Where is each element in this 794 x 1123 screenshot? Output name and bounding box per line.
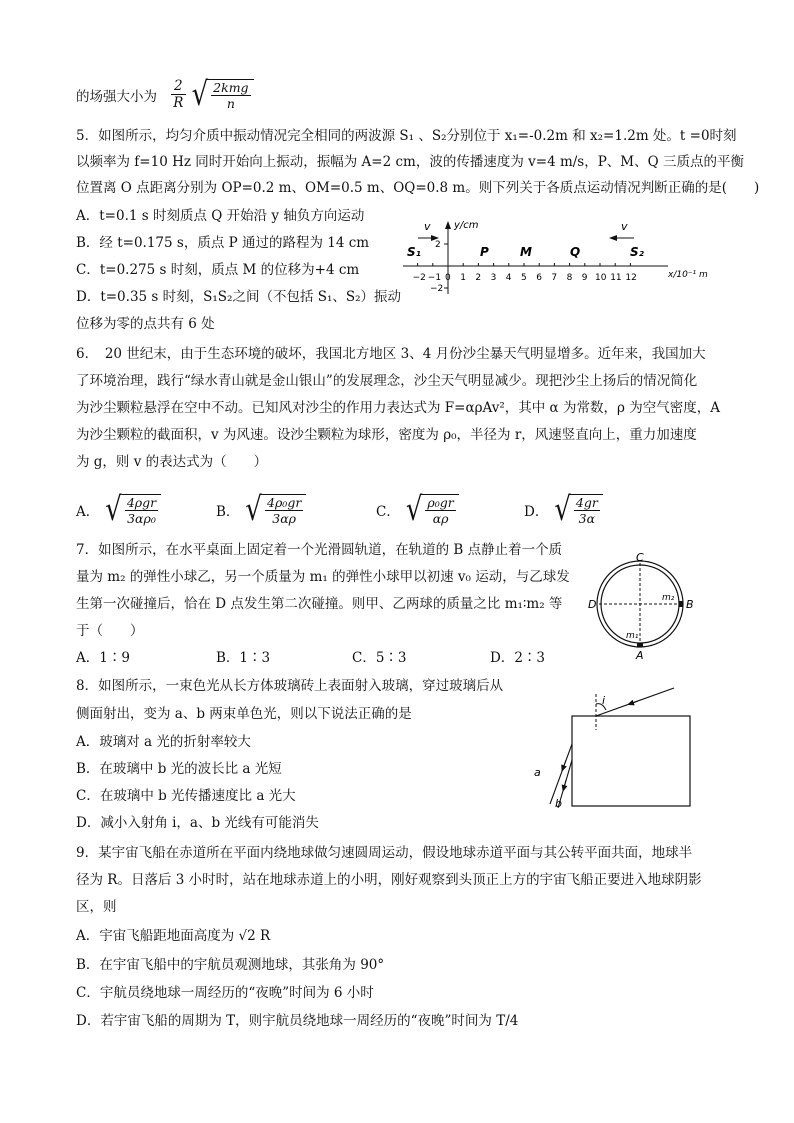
y-min: −2 (430, 284, 444, 294)
s1-label: S₁ (407, 245, 421, 259)
q8-option-c: C．在玻璃中 b 光传播速度比 a 光大 (76, 788, 296, 804)
q8-glass-figure (528, 684, 708, 810)
x-tick-label: 8 (566, 273, 573, 283)
angle-i: i (602, 694, 606, 707)
q6-option-c: C． √ $\frac{\text{ρ₀gr}}{\alpha\rho}$ (376, 490, 459, 530)
x-tick-label: 0 (445, 273, 451, 283)
q5-line-2: 以频率为 f=10 Hz 同时开始向上振动，振幅为 A=2 cm，波的传播速度为 v=4 m/s，P、M、Q 三质点的平衡 (76, 154, 744, 170)
ray-a-label: a (534, 766, 541, 779)
x-tick-label: 6 (536, 273, 542, 283)
point-c: C (636, 552, 644, 564)
q6-line-3: 为沙尘颗粒悬浮在空中不动。已知风对沙尘的作用力表达式为 F=αρAv²，其中 α 为常数，ρ 为空气密度，A (76, 400, 720, 416)
q5-option-a: A．t=0.1 s 时刻质点 Q 开始沿 y 轴负方向运动 (76, 208, 365, 224)
v-left-label: v (424, 220, 431, 233)
q5-wave-figure (398, 212, 718, 302)
q9-line-1: 9．某宇宙飞船在赤道所在平面内绕地球做匀速圆周运动，假设地球赤道平面与其公转平面共面，地球半 (76, 845, 693, 861)
q6-line-1: 6． 20 世纪末，由于生态环境的破坏，我国北方地区 3、4 月份沙尘暴天气明显增多。近年来，我国加大 (76, 346, 706, 362)
point-a: A (636, 649, 644, 662)
q-label: Q (570, 245, 581, 259)
q6-line-5: 为 g，则 v 的表达式为（ ） (76, 454, 268, 470)
q7-circle-figure (584, 552, 704, 662)
q7-line-1: 7．如图所示，在水平桌面上固定着一个光滑圆轨道，在轨道的 B 点静止着一个质 (76, 542, 563, 558)
q5-line-1: 5．如图所示，均匀介质中振动情况完全相同的两波源 S₁ 、S₂分别位于 x₁=-0.2m 和 x₂=1.2m 处。t =0时刻 (76, 128, 737, 144)
q7-line-3: 生第一次碰撞后，恰在 D 点发生第二次碰撞。则甲、乙两球的质量之比 m₁∶m₂ 等 (76, 596, 563, 612)
q9-option-d: D．若宇宙飞船的周期为 T，则宇航员绕地球一周经历的“夜晚”时间为 T/4 (76, 1013, 519, 1029)
q8-line-1: 8．如图所示，一束色光从长方体玻璃砖上表面射入玻璃，穿过玻璃后从 (76, 678, 504, 694)
x-tick-label: 2 (475, 273, 482, 283)
q6-line-2: 了环境治理，践行“绿水青山就是金山银山”的发展理念，沙尘天气明显减少。现把沙尘上扬后的情况简化 (76, 373, 698, 389)
x-tick-label: −2 (412, 273, 426, 283)
top-fraction: 2 R (171, 78, 186, 111)
ray-a (550, 744, 572, 804)
ball-m1 (637, 643, 643, 647)
x-tick-label: 9 (581, 273, 588, 283)
point-d: D (588, 598, 597, 611)
q8-option-b: B．在玻璃中 b 光的波长比 a 光短 (76, 761, 282, 777)
q7-line-4: 于（ ） (76, 623, 144, 639)
q9-line-3: 区，则 (76, 899, 117, 915)
q5-option-d: D．t=0.35 s 时刻，S₁S₂之间（不包括 S₁、S₂）振动 (76, 289, 402, 305)
v-right-label: v (621, 220, 628, 233)
label-m2: m₂ (662, 593, 675, 603)
q6-option-a: A． √ $\frac{\text{4ρgr}}{\text{3αρ₀}}$ (76, 490, 161, 530)
q7-option-b: B．1∶3 (216, 650, 271, 666)
q9-option-b: B．在宇宙飞船中的宇航员观测地球，其张角为 90° (76, 957, 385, 973)
x-tick-label: 3 (490, 273, 497, 283)
m-label: M (520, 245, 532, 259)
point-b: B (686, 598, 694, 611)
x-tick-label: 4 (505, 273, 512, 283)
s2-label: S₂ (630, 245, 644, 259)
q7-option-d: D．2∶3 (490, 650, 546, 666)
top-radical: √ $\frac{\text{2kmg}}{n}$ (192, 79, 254, 111)
y-label: y/cm (454, 220, 479, 231)
label-m1: m₁ (626, 631, 639, 641)
x-tick-label: 12 (625, 273, 637, 283)
p-label: P (480, 245, 489, 259)
glass-block (572, 716, 690, 806)
q6-option-d: D． √ $\frac{4gr}{3\alpha}$ (524, 490, 603, 530)
q6-line-4: 为沙尘颗粒的截面积，v 为风速。设沙尘颗粒为球形，密度为 ρ₀，半径为 r，风速竖直向上，重力加速度 (76, 427, 697, 443)
x-tick-label: 10 (595, 273, 607, 283)
ball-m2 (679, 601, 683, 607)
x-tick-label: 1 (460, 273, 466, 283)
x-tick-label: 5 (521, 273, 527, 283)
q9-line-2: 径为 R。日落后 3 小时时，站在地球赤道上的小明，刚好观察到头顶正上方的宇宙飞船正要进入地球阴影 (76, 872, 702, 888)
q5-option-b: B．经 t=0.175 s，质点 P 通过的路程为 14 cm (76, 235, 370, 251)
q7-option-c: C．5∶3 (352, 650, 407, 666)
ray-b-label: b (555, 797, 562, 810)
q6-option-b: B． √ $\frac{\text{4ρ₀gr}}{3\alpha\rho}$ (216, 490, 306, 530)
q8-option-d: D．减小入射角 i，a、b 光线有可能消失 (76, 815, 319, 831)
top-fragment (76, 75, 254, 114)
q7-line-2: 量为 m₂ 的弹性小球乙，另一个质量为 m₁ 的弹性小球甲以初速 v₀ 运动，与乙球发 (76, 569, 570, 585)
x-label: x/10⁻¹ m (668, 270, 708, 280)
q8-option-a: A．玻璃对 a 光的折射率较大 (76, 734, 251, 750)
q5-line-3: 位置离 O 点距离分别为 OP=0.2 m、OM=0.5 m、OQ=0.8 m。则下列关于各质点运动情况判断正确的是( ) (76, 180, 760, 196)
q5-option-c: C．t=0.275 s 时刻，质点 M 的位移为+4 cm (76, 262, 360, 278)
q8-line-2: 侧面射出，变为 a、b 两束单色光，则以下说法正确的是 (76, 706, 412, 722)
q7-option-a: A．1∶9 (76, 650, 130, 666)
q9-option-c: C．宇航员绕地球一周经历的“夜晚”时间为 6 小时 (76, 985, 374, 1001)
x-tick-label: 11 (610, 273, 622, 283)
x-tick-label: 7 (551, 273, 558, 283)
q9-option-a: A．宇宙飞船距地面高度为 √2 R (76, 928, 271, 944)
y-max: 2 (435, 240, 441, 250)
q5-option-d-cont: 位移为零的点共有 6 处 (76, 316, 215, 332)
x-tick-label: −1 (427, 273, 442, 283)
top-prefix: 的场强大小为 (76, 88, 157, 105)
